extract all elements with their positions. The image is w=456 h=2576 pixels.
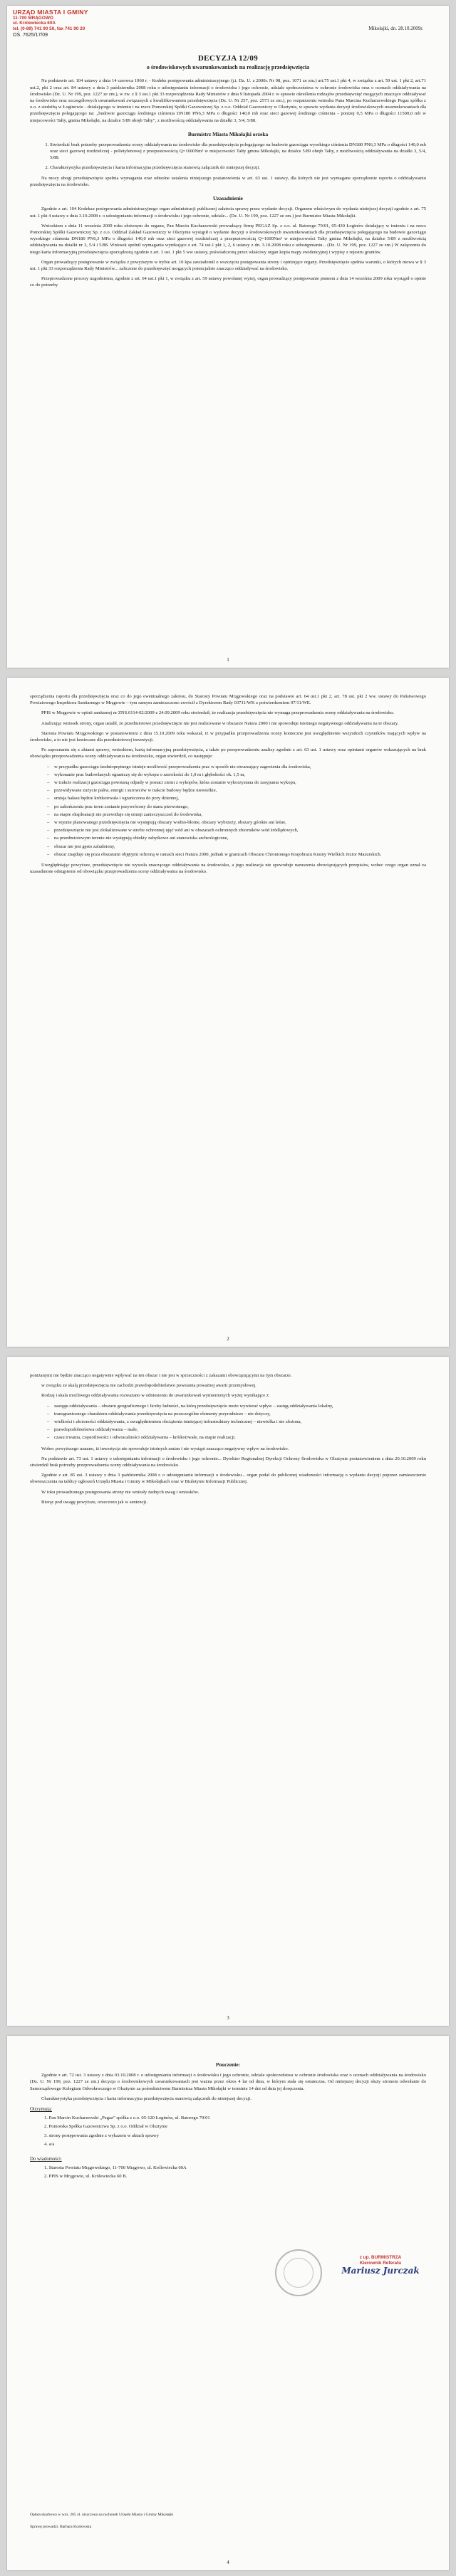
document-date: Mikołajki, dn. 28.10.2009r. [368, 26, 423, 31]
justification-heading: Uzasadnienie [213, 195, 243, 202]
body-paragraph: sporządzenia raportu dla przedsięwzięcia oraz co do jego ewentualnego zakresu, do Starosty Powiatu Mrągowskiego oraz na podstawie art. 64 ust.1 pkt 2, art. 78 ust. pkt 2 ww. ustawy do Państwowego Powiatowego Inspektora Sanitarnego w Mrągowie – tym samym zamieszczono zwrócił z Dyrektorem Rady 03711/WK z potwierdzeniem 97/11/WE. [30, 694, 426, 706]
page-number: 4 [227, 2559, 229, 2565]
list-item: – w trakcie realizacji gazociągu powstaną odpady w postaci ziemi z wykopów, która zostanie wykorzystana do zasypania wykopu, [54, 779, 426, 786]
body-paragraph: W toku prowadzonego postępowania strony nie wniosły żadnych uwag i wniosków. [41, 1489, 200, 1495]
cc-item: 2. PPIS w Mrągowie, ul. Królewiecka 60 B. [44, 2174, 128, 2180]
body-paragraph: Na podstawie art. 73 ust. 1 ustawy o udostępnianiu informacji o środowisku i jego ochronie... Dyrektor Regionalnej Dyrekcji Ochrony Środowiska w Olsztynie postanowieniem z dnia 20.10.2009 roku stwierdził brak potrzeby przeprowadzenia oceny oddziaływania na środowisko. [30, 1456, 426, 1468]
stamp-line-2: 11-700 MRĄGOWO [13, 15, 53, 21]
justification-paragraph: Wnioskiem z dnia 11 września 2009 roku złożonym do organu, Pan Marcin Kucharzewski prowadzący firmę PEGAZ Sp. z o.o. ul. Batorego 79/01, 05-430 Łoginów działający w imieniu i na rzecz Pomorskiej Spółki Gazowniczej Sp. z o.o. Oddział Zakład Gazowniczy w Olsztynie wystąpił o wydanie decyzji o środowiskowych uwarunkowaniach dla przedsięwzięcia polegającego na budowie gazociągu wysokiego ciśnienia DN180 PN6,3 MPa o długości 140,0 mb oraz sieci gazowej rozdzielczej z przepustowością Q=1600Nm³ w miejscowości Tałty gmina Mikołajki, na działce 5/89 z możliwością oddziaływania na działki nr 3, 5/4 i 5/88. Wniosek spełnił wymagania wynikające z art. 74 ust.1 pkt 1, 2, 6 ustawy z dn. 3.10.2008 roku o udostępnianiu... (Dz. U. Nr 199, poz. 1227 ze zm.) W załączeniu do niego karta informacyjną przedsięwzięcia sporządzoną zgodnie z art. 3 ust. 1 pkt 5 ww ustawy, poświadczoną przez właściwy organ kopia mapy ewidencyjnej i wypisy z rejestru gruntów. [30, 223, 426, 255]
criteria-list [30, 764, 426, 858]
office-stamp [13, 10, 120, 38]
body-paragraph: Po zapoznaniu się z aktami sprawy, wnioskiem, kartą informacyjną przedsięwzięcia, a także po przeprowadzeniu analizy zgodnie z art. 63 ust. 1 ustawy oraz opiniami organów wskazujących na brak obowiązku przeprowadzenia oceny oddziaływania na środowisko, organ stwierdził, co następuje: [30, 747, 426, 759]
list-item: – obszar znajduje się poza obszarami objętymi ochroną w ramach sieci Natura 2000, jednak w granicach Obszaru Chronionego Krajobrazu Krainy Wielkich Jezior Mazurskich. [54, 851, 426, 858]
list-item: – zasięgu oddziaływania – obszaru geograficznego i liczby ludności, na którą przedsięwzięcie może wywierać wpływ – zasięg oddziaływania lokalny, [54, 1403, 426, 1409]
instruction-paragraph: Charakterystyka przedsięwzięcia i karta informacyjna przedsięwzięcia stanowią załącznik do niniejszej decyzji. [41, 2096, 252, 2101]
list-item: – w przypadku gazociągu średnioprężnego istnieje możliwość przeprowadzenia prac w sposób nie stwarzający zagrożenia dla środowiska, [54, 764, 426, 770]
list-item: – emisja hałasu będzie krótkotrwała i ograniczona do pory dziennej, [54, 795, 426, 801]
justification-paragraph: Przeprowadzone procesy uzgodnienia, zgodnie z art. 64 ust.1 pkt 1, w związku z art. 59 ustawy powołanej wyżej, organ prowadzący postępowanie pismem z dnia 14 września 2009 roku wystąpił o opinie co do potrzeby [30, 276, 426, 288]
body-paragraph: Uwzględniając powyższe, przedsięwzięcie nie wywoła znaczącego oddziaływania na środowisko, a jego realizacja nie spowoduje naruszenia obowiązujących przepisów, wobec czego organ uznał za uzasadnione odstąpienie od obowiązku przeprowadzenia oceny oddziaływania na środowisko. [30, 863, 426, 875]
stamp-line-1: URZĄD MIASTA I GMINY [13, 9, 88, 16]
recipient-item: 4. a/a [44, 2141, 55, 2147]
list-item: – prawdopodobieństwa oddziaływania – małe, [54, 1426, 426, 1433]
list-item: – transgranicznego charakteru oddziaływania przedsięwzięcia na poszczególne elementy przyrodnicze – nie dotyczy, [54, 1411, 426, 1417]
decision-heading: Burmistrz Miasta Mikołajki orzeka [187, 130, 269, 137]
recipients-label: Otrzymują: [30, 2107, 52, 2113]
decision-points [30, 142, 426, 171]
list-item: – obszar nie jest gęsto zaludniony, [54, 843, 426, 850]
decision-point: 1. Stwierdzić brak potrzeby przeprowadzenia oceny oddziaływania na środowisko dla przedsięwzięcia polegającego na budowie gazociągu wysokiego ciśnienia DN180 PN6,3 MPa o długości 140,0 mb oraz sieci gazowej rozdzielczej - polietylenowej z przepustowością Q=1600Nm³ w miejscowości Tałty gmina Mikołajki, na działce 5/89 obręb Tałty, z możliwością oddziaływania na działki 3, 5/4, 5/88. [50, 142, 426, 162]
legal-basis-paragraph: Na podstawie art. 104 ustawy z dnia 14 czerwca 1960 r. - Kodeks postępowania administracyjnego (j.t. Dz. U. z 2000r. Nr 98, poz. 1071 ze zm.) art.75 ust.1 pkt 4, w związku z art. 59 ust. 1 pkt 2, art.71 ust.2, pkt 2 oraz art. 84 ustawy z dnia 3 października 2008 roku o udostępnianiu informacji o środowisku i jego ochronie, udziale społeczeństwa w ochronie środowiska oraz o ocenach oddziaływania na środowisko (Dz. U. Nr 199, poz. 1227 ze zm.), w zw. z § 3 ust.1 pkt 33 rozporządzenia Rady Ministrów z dnia 9 listopada 2004 r. w sprawie określenia rodzajów przedsięwzięć mogących znacząco oddziaływać na środowisko oraz szczegółowych uwarunkowań związanych z kwalifikowaniem przedsięwzięcia (Dz. U. Nr 257, poz. 2573 ze zm.), po rozpatrzeniu wniosku Pana Marcina Kucharzewskiego Pegaz spółka z o.o. z siedzibą w Łoginowie - działającego w imieniu i na rzecz Pomorskiej Spółki Gazowniczej Sp. z o.o. Oddział Gazowniczy w Olsztynie, w sprawie wydania decyzji środowiskowych uwarunkowaniach dla przedsięwzięcia polegającego na: „budowie gazociągu średniego ciśnienia DN180 PN6,3 MPa o długości 140,0 mb oraz sieci gazowej średniego ciśnienia - poniżej 0,5 MPa o długości 11500,0 mb w miejscowości Tałty, gmina Mikołajki, na działce 5/89 obręb Tałty”, z możliwością oddziaływania na działki 3, 5/4, 5/88. [30, 78, 426, 123]
body-paragraph: Biorąc pod uwagę powyższe, orzeczono jak w sentencji. [41, 1499, 147, 1505]
cc-label: Do wiadomości: [30, 2157, 62, 2162]
reference-number: OŚ. 7625/17/09 [13, 33, 48, 38]
document-page-2 [7, 678, 449, 1347]
body-paragraph: Zgodnie z art. 85 ust. 3 ustawy z dnia 3 października 2008 r. o udostępnianiu informacji o środowisku... organ podał do publicznej wiadomości informację o wydaniu decyzji poprzez zamieszczenie obwieszczenia na tablicy ogłoszeń Urzędu Miasta i Gminy w Mikołajkach oraz w Biuletynie Informacji Publicznej. [30, 1473, 426, 1485]
document-page-4 [7, 2036, 449, 2570]
document-subtitle: o środowiskowych uwarunkowaniach na realizację przedsięwzięcia [146, 64, 310, 71]
list-item: – na etapie eksploatacji nie przewiduje się emisji zanieczyszczeń do środowiska, [54, 811, 426, 818]
impact-criteria-list [30, 1403, 426, 1441]
list-item: – przewidywane zużycie paliw, energii i surowców w trakcie budowy będzie niewielkie, [54, 787, 426, 794]
body-paragraph: Analizując wniosek strony, organ ustalił, że przedmiotowe przedsięwzięcie nie jest realizowane w obszarze Natura 2000 i nie spowoduje istotnego negatywnego oddziaływania na te obszary. [41, 720, 399, 726]
list-item: – w rejonie planowanego przedsięwzięcia nie występują obszary wodno-błotne, obszary wybrzeży, obszary górskie ani leśne, [54, 819, 426, 826]
signatory-stamp-line: z up. BURMISTRZA [359, 2255, 402, 2260]
body-paragraph: Wobec powyższego uznano, iż inwestycja nie spowoduje istotnych zmian i nie wystąpi znacząco negatywny wpływ na środowisko. [41, 1446, 289, 1451]
page-number: 2 [227, 1335, 229, 1342]
list-item: – po zakończeniu prac teren zostanie przywrócony do stanu pierwotnego, [54, 804, 426, 810]
recipient-item: 1. Pan Marcin Kucharzewski „Pegaz” spółka z o.o. 05-120 Łoginów, ul. Batorego 79/01 [44, 2115, 210, 2121]
official-seal-icon [275, 2249, 322, 2296]
page-number: 1 [227, 656, 229, 663]
signature-block [288, 2249, 420, 2296]
body-paragraph: Starosta Powiatu Mrągowskiego w postanowieniu z dnia 15.10.2009 roku wskazał, iż w przypadku przeprowadzenia oceny konieczne jest uwzględnienie wszystkich czynników mających wpływ na środowisko, a to nie jest konieczne dla przedmiotowej inwestycji. [30, 730, 426, 743]
body-paragraph: Rodzaj i skala możliwego oddziaływania rozważano w odniesieniu do uwarunkowań wymienionych wyżej wynikające z: [41, 1393, 270, 1399]
list-item: – wykonanie prac budowlanych ograniczy się do wykopu o szerokości do 1,0 m i głębokości ok. 1,5 m, [54, 772, 426, 778]
list-item: – na przedmiotowym terenie nie występują obiekty zabytkowe ani stanowiska archeologiczne, [54, 835, 426, 841]
justification-paragraph: Zgodnie z art. 104 Kodeksu postępowania administracyjnego organ administracji publicznej załatwia sprawę przez wydanie decyzji. Organem właściwym do wydania niniejszej decyzji zgodnie z art. 75 ust. 1 pkt 4 ustawy z dnia 3.10.2008 r. o udostępnianiu informacji o środowisku i jego ochronie, udziale... (Dz. U. Nr 199, poz. 1227 ze zm.) jest Burmistrz Miasta Mikołajki. [30, 206, 426, 219]
document-page-3 [7, 1357, 449, 2026]
signatory-stamp-line: Kierownik Referatu [359, 2260, 402, 2266]
cc-item: 1. Starosta Powiatu Mrągowskiego, 11-700 Mrągowo, ul. Królewiecka 60A [44, 2165, 187, 2171]
stamp-line-4: tel. (0-89) 741 90 50, fax 741 90 20 [13, 26, 86, 31]
page-number: 3 [227, 2014, 229, 2021]
instruction-heading: Pouczenie: [215, 2061, 241, 2068]
list-item: – czasu trwania, częstotliwości i odwracalności oddziaływania – krótkotrwałe, na etapie realizacji. [54, 1434, 426, 1441]
recipient-item: 2. Pomorska Spółka Gazownictwa Sp. z o.o. Oddział w Olsztynie [44, 2124, 168, 2130]
stamp-line-3: ul. Królewiecka 60A [13, 21, 56, 26]
instruction-paragraph: Zgodnie z art. 72 ust. 3 ustawy z dnia 03.10.2008 r. o udostępnianiu informacji o środowisku i jego ochronie, udziale społeczeństwa w ochronie środowiska oraz o ocenach oddziaływania na środowisko (Dz. U. Nr 199, poz. 1227 ze zm.) decyzja o środowiskowych uwarunkowaniach jest ważna przez okres 4 lat od dnia, w którym stała się ostateczna. Od niniejszej decyzji służy stronom odwołanie do Samorządowego Kolegium Odwoławczego w Olsztynie za pośrednictwem Burmistrza Miasta Mikołajki w terminie 14 dni od dnia jej doręczenia. [30, 2073, 426, 2091]
handler-footnote: Sprawę prowadzi: Barbara Kozłowska [30, 2524, 92, 2529]
title-block [30, 56, 426, 70]
signatory-stamp [338, 2255, 423, 2274]
fee-footnote: Opłata skarbowa w wys. 205 zł. uiszczona na rachunek Urzędu Miasta i Gminy Mikołajki [30, 2513, 174, 2517]
note-paragraph: Na mocy ubogi przedsięwzięcie spełnia wymagania oraz odnośne ustalenia niniejszego postanowienia w art. 63 ust. 1 ustawy, dla których nie jest wymagane sporządzenie raportu o oddziaływaniu przedsięwzięcia na środowisko. [30, 175, 426, 188]
justification-paragraph: Organ prowadzący postępowanie w związku z powyższym w trybie art. 10 kpa zawiadomił o wszczęciu postępowania strony i opiniujące organy. Przedsięwzięcie spełnia warunki, o których mowa w § 3 ust. 1 pkt 33 rozporządzenia Rady Ministrów... zaliczone do przedsięwzięć mogących potencjalnie znacząco oddziaływać na środowisko. [30, 259, 426, 272]
document-title: DECYZJA 12/09 [197, 54, 259, 63]
body-paragraph: w związku ze skalą przedsięwzięcia nie zachodzi prawdopodobieństwo powstania poważnej awarii przemysłowej. [41, 1383, 256, 1389]
body-paragraph: PPIS w Mrągowie w opinii sanitarnej nr ZNS.0114-02/2009 z 24.09.2009 roku stwierdził, że realizacja przedsięwzięcia nie wymaga przeprowadzenia oceny oddziaływania na środowisko. [41, 710, 395, 716]
recipient-item: 3. strony postępowania zgodnie z wykazem w aktach sprawy [44, 2133, 159, 2138]
body-paragraph: poniżanymi nie będzie znacząco negatywnie wpływać na ten obszar i nie jest w sprzeczności z zakazami obowiązującymi na tym obszarze. [30, 1373, 292, 1378]
decision-point: 2. Charakterystyka przedsięwzięcia i karta informacyjna przedsięwzięcia stanowią załącznik do niniejszej decyzji. [50, 164, 426, 171]
list-item: – przedsięwzięcie nie jest zlokalizowane w strefie ochronnej ujęć wód ani w obszarach ochronnych zbiorników wód śródlądowych, [54, 827, 426, 834]
list-item: – wielkości i złożoności oddziaływania, z uwzględnieniem obciążenia istniejącej infrastruktury technicznej – niewielka i nie złożona, [54, 1419, 426, 1425]
handwritten-signature: Mariusz Jurczak [341, 2266, 420, 2276]
document-page-1 [7, 6, 449, 668]
